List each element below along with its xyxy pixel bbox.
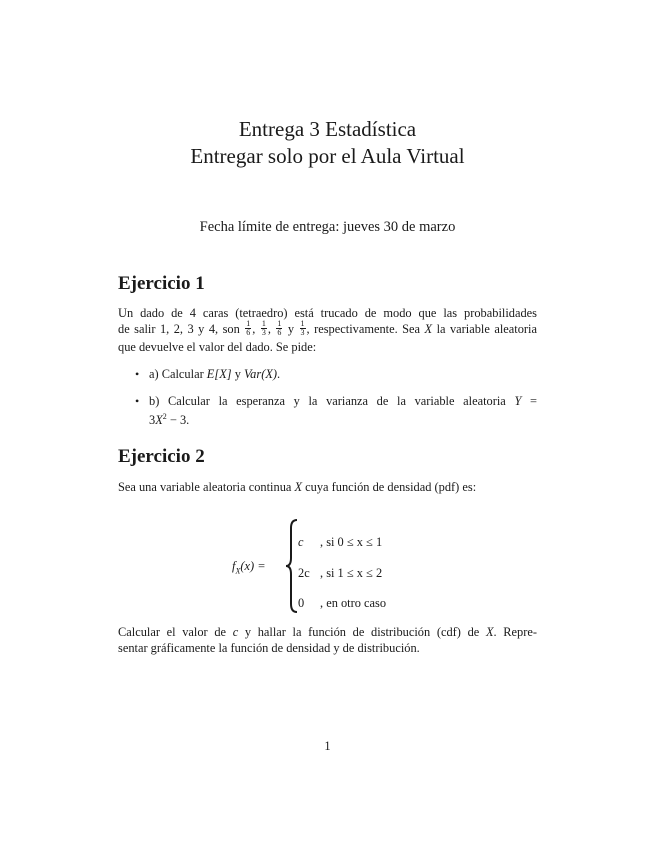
task-b: • b) Calcular la esperanza y la varianza de la variable aleatoria Y = $3X^2 - 3$. xyxy=(135,394,537,428)
ejercicio-2-heading: Ejercicio 2 xyxy=(118,446,205,467)
variable-x: X xyxy=(294,480,303,494)
statement-line-1: Un dado de 4 caras (tetraedro) está trucado de modo que las probabilidades xyxy=(118,306,537,320)
fraction-one-sixth: $\frac{1}{6}$ xyxy=(246,318,251,337)
ejercicio-1-tasks xyxy=(134,366,537,428)
fraction-one-third-b: $\frac{1}{3}$ xyxy=(300,318,305,337)
ejercicio-2-intro: Sea una variable aleatoria continua X cuya función de densidad (pdf) es: xyxy=(118,480,477,494)
fraction-one-third: $\frac{1}{3}$ xyxy=(261,318,266,337)
title-block xyxy=(0,116,655,170)
density-label: $f_X(x)$ = xyxy=(232,559,266,576)
bullet-icon: • xyxy=(135,394,140,408)
statement-line-3: que devuelve el valor del dado. Se pide: xyxy=(118,339,317,354)
case-row-2: 2c , si 1 ≤ x ≤ 2 xyxy=(298,566,383,580)
case-row-1: c , si 0 ≤ x ≤ 1 xyxy=(298,535,383,549)
ejercicio-1-heading: Ejercicio 1 xyxy=(118,273,205,294)
title-line-1: Entrega 3 Estadística xyxy=(238,117,417,141)
variance-expr: Var(X) xyxy=(243,367,278,381)
bullet-icon: • xyxy=(135,367,140,381)
expectation-expr: E[X] xyxy=(206,367,232,381)
variable-x: X xyxy=(424,322,433,336)
case-row-3: 0 , en otro caso xyxy=(298,596,387,610)
title-line-2: Entregar solo por el Aula Virtual xyxy=(190,144,465,168)
ejercicio-2-task: Calcular el valor de c y hallar la función de distribución (cdf) de X. Repre- sentar gráficamente la función de densidad y de distribución. xyxy=(118,625,537,655)
density-function xyxy=(232,518,432,614)
fraction-one-sixth-b: $\frac{1}{6}$ xyxy=(277,318,282,337)
dice-values: 1, 2, 3 xyxy=(159,322,194,336)
deadline-text: Fecha límite de entrega: jueves 30 de marzo xyxy=(199,219,456,235)
task-a: • a) Calcular E[X] y Var(X). xyxy=(135,367,281,381)
ejercicio-1-statement xyxy=(118,305,537,355)
page-number: 1 xyxy=(324,739,331,753)
statement-line-2: de salir 1, 2, 3 y 4, son $\frac{1}{6}$ , $\frac{1}{3}$ , $\frac{1}{6}$ y $\frac{1}{3}$ , respectivamente. Sea X la variable aleatoria xyxy=(118,318,537,337)
variable-y: Y xyxy=(514,394,522,408)
